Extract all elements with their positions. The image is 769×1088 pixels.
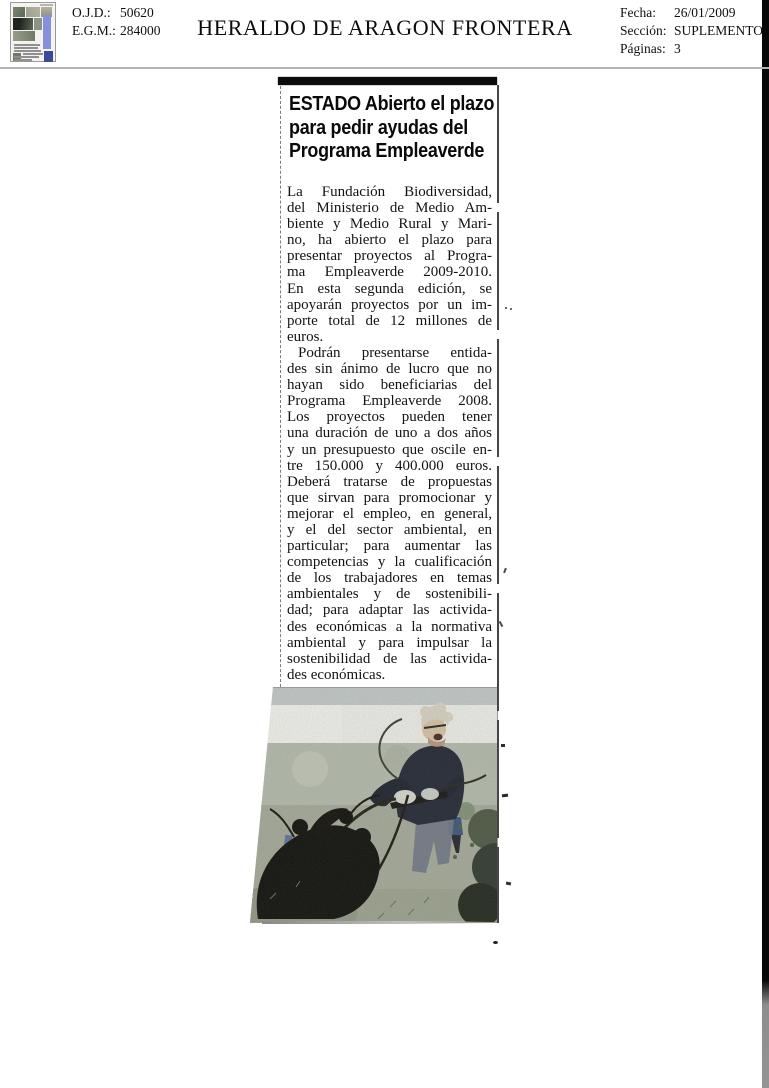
headline-line: ESTADO Abierto el plazo <box>289 92 495 115</box>
newspaper-page-thumbnail <box>10 2 56 62</box>
article-line: des sin ánimo de lucro que no <box>287 361 492 378</box>
egm-value: 284000 <box>120 23 161 38</box>
article-line: Los proyectos pueden tener <box>287 409 492 426</box>
article-line: tre 150.000 y 400.000 euros. <box>287 457 492 474</box>
article-line: y un presupuesto que oscile en- <box>287 441 492 458</box>
article-line: de los trabajadores en temas <box>287 570 492 587</box>
ojd-value: 50620 <box>120 5 154 20</box>
paginas-row <box>620 40 681 58</box>
article-line: ma Empleaverde 2009-2010. <box>287 264 492 281</box>
thumb-text-line <box>14 59 32 61</box>
article-photo <box>250 687 498 923</box>
thumb-photo-block <box>13 18 33 30</box>
article-line: En esta segunda edición, se <box>287 280 492 297</box>
article-line: no, ha abierto el plazo para <box>287 232 492 249</box>
article-line: competencias y la cualificación <box>287 554 492 571</box>
thumb-text-line <box>14 44 40 46</box>
scan-artifact <box>499 621 504 627</box>
scan-artifact <box>502 794 508 798</box>
article-line: apoyarán proyectos por un im- <box>287 296 492 313</box>
article-line: dad; para adaptar las activida- <box>287 602 492 619</box>
article-line: hayan sido beneficiarias del <box>287 377 492 394</box>
article-headline <box>289 92 499 163</box>
article-line: presentar proyectos al Progra- <box>287 248 492 265</box>
article-body <box>287 184 492 683</box>
ojd-label: O.J.D.: <box>72 5 111 20</box>
thumb-text-line <box>40 4 53 6</box>
scan-artifact <box>503 568 507 573</box>
photo-illustration <box>250 687 498 923</box>
article-line: porte total de 12 millones de <box>287 312 492 329</box>
article-line: que sirvan para promocionar y <box>287 489 492 506</box>
thumb-text-line <box>14 56 39 58</box>
thumb-text-line <box>23 53 43 55</box>
column-left-edge <box>280 86 281 692</box>
thumb-blue-strip <box>43 15 51 49</box>
seccion-value: SUPLEMENTO <box>674 23 764 38</box>
article-line: mejorar el empleo, en general, <box>287 505 492 522</box>
seccion-label: Sección: <box>620 23 667 38</box>
headline-line: para pedir ayudas del <box>289 115 468 139</box>
scan-edge-artifact <box>762 0 769 1088</box>
thumb-photo-block <box>26 7 40 17</box>
article-line: Podrán presentarse entida- <box>298 344 492 361</box>
seccion-row <box>620 22 764 40</box>
article-line: ambientales y de sostenibili- <box>287 586 492 603</box>
header-divider <box>0 67 769 69</box>
circulation-metrics <box>72 4 161 40</box>
scan-artifact <box>506 882 512 886</box>
article-line: Programa Empleaverde 2008. <box>287 393 492 410</box>
article-line: Deberá tratarse de propuestas <box>287 473 492 490</box>
thumb-photo-block <box>44 51 53 62</box>
clipping-details <box>620 4 764 58</box>
publication-title: HERALDO DE ARAGON FRONTERA <box>197 15 573 40</box>
thumb-text-line <box>14 50 41 52</box>
thumb-photo-block <box>13 7 25 17</box>
photo-bottom-shadow <box>262 921 492 924</box>
thumb-text-line <box>14 47 38 49</box>
column-right-edge <box>497 85 499 923</box>
fecha-value: 26/01/2009 <box>674 5 736 20</box>
article-line: euros. <box>287 328 324 345</box>
headline-line: Programa Empleaverde <box>289 139 485 163</box>
fecha-row <box>620 4 736 22</box>
article-line: y el del sector ambiental, en <box>287 521 492 538</box>
article-line: una duración de uno a dos años <box>287 425 492 442</box>
scan-artifact <box>493 941 498 944</box>
egm-row <box>72 22 161 40</box>
article-line: biente y Medio Rural y Mari- <box>287 216 492 233</box>
article-line: particular; para aumentar las <box>287 538 492 555</box>
article-line: La Fundación Biodiversidad, <box>287 184 492 200</box>
ojd-row <box>72 4 154 22</box>
egm-label: E.G.M.: <box>72 23 116 38</box>
paginas-label: Páginas: <box>620 41 666 56</box>
scan-artifact <box>505 307 507 309</box>
fecha-label: Fecha: <box>620 5 656 20</box>
thumb-photo-block <box>13 31 35 41</box>
thumb-photo-block <box>34 18 42 30</box>
article-line: des económicas a la normativa <box>287 618 492 635</box>
article-line: des económicas. <box>287 666 386 683</box>
article-line: del Ministerio de Medio Am- <box>287 200 492 217</box>
article-line: sostenibilidad de las activida- <box>287 650 492 667</box>
scan-artifact <box>501 744 505 747</box>
article-line: ambiental y para impulsar la <box>287 634 492 651</box>
column-top-bar <box>278 77 497 85</box>
paginas-value: 3 <box>674 41 681 56</box>
